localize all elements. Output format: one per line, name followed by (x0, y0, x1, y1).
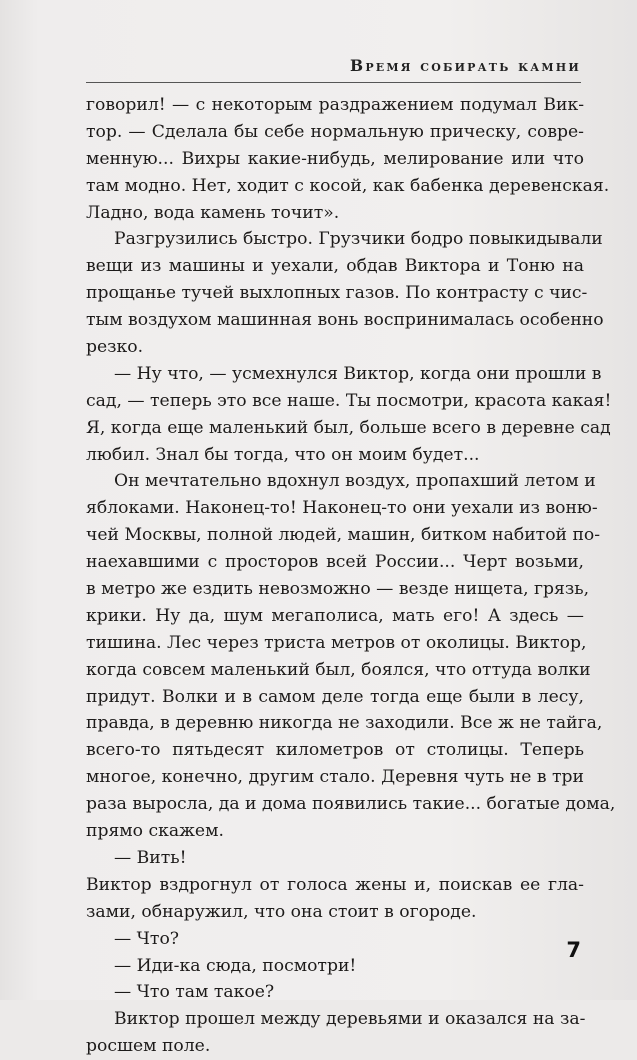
header-rule (86, 82, 581, 83)
text-line: говорил! — с некоторым раздражением подумал Вик- (86, 95, 584, 115)
text-line: когда совсем маленький был, боялся, что оттуда волки (86, 659, 591, 680)
text-line: Он мечтательно вдохнул воздух, пропахший летом и (114, 471, 596, 492)
body-text (86, 92, 616, 1060)
text-line: там модно. Нет, ходит с косой, как бабенка деревенская. (86, 175, 610, 196)
text-line: — Ну что, — усмехнулся Виктор, когда они прошли в (114, 363, 602, 384)
text-line: тым воздухом машинная вонь воспринималась особенно (86, 310, 604, 331)
text-line: правда, в деревню никогда не заходили. Все ж не тайга, (86, 713, 603, 734)
text-line: Я, когда еще маленький был, больше всего в деревне сад (86, 417, 611, 438)
running-title: Время собирать камни (350, 56, 581, 75)
text-line: — Иди-ка сюда, посмотри! (114, 955, 357, 976)
text-line: любил. Знал бы тогда, что он моим будет... (86, 444, 480, 465)
text-line: — Вить! (114, 847, 187, 868)
text-line: Ладно, вода камень точит». (86, 202, 340, 223)
text-line: прямо скажем. (86, 821, 224, 842)
text-line: тишина. Лес через триста метров от околицы. Виктор, (86, 632, 587, 653)
text-line: тор. — Сделала бы себе нормальную прическу, совре- (86, 121, 584, 142)
text-line: в метро же ездить невозможно — везде нищета, грязь, (86, 579, 590, 600)
text-line: — Что там такое? (114, 982, 275, 1003)
text-line: зами, обнаружил, что она стоит в огороде. (86, 901, 477, 922)
text-line: наехавшими с просторов всей России... Черт возьми, (86, 552, 584, 573)
text-line: сад, — теперь это все наше. Ты посмотри, красота какая! (86, 390, 612, 411)
text-line: резко. (86, 337, 144, 358)
text-line: вещи из машины и уехали, обдав Виктора и Тоню на (86, 256, 584, 277)
text-line: менную... Вихры какие-нибудь, мелирование или что (86, 148, 584, 169)
page-number: 7 (566, 938, 581, 962)
text-line: многое, конечно, другим стало. Деревня чуть не в три (86, 767, 584, 788)
text-line: чей Москвы, полной людей, машин, битком набитой по- (86, 525, 601, 546)
text-line: прощанье тучей выхлопных газов. По контрасту с чис- (86, 283, 588, 304)
text-line: Виктор вздрогнул от голоса жены и, поискав ее гла- (86, 874, 584, 895)
text-line: придут. Волки и в самом деле тогда еще были в лесу, (86, 686, 584, 707)
text-line: Разгрузились быстро. Грузчики бодро повыкидывали (114, 229, 603, 250)
text-line: крики. Ну да, шум мегаполиса, мать его! А здесь — (86, 605, 584, 626)
text-line: яблоками. Наконец-то! Наконец-то они уехали из воню- (86, 498, 598, 519)
text-line: всего-то пятьдесят километров от столицы. Теперь (86, 740, 584, 761)
text-line: раза выросла, да и дома появились такие... богатые дома, (86, 794, 616, 815)
text-line: Виктор прошел между деревьями и оказался на за- (114, 1009, 586, 1030)
text-line: — Что? (114, 928, 180, 949)
text-line: росшем поле. (86, 1036, 211, 1057)
